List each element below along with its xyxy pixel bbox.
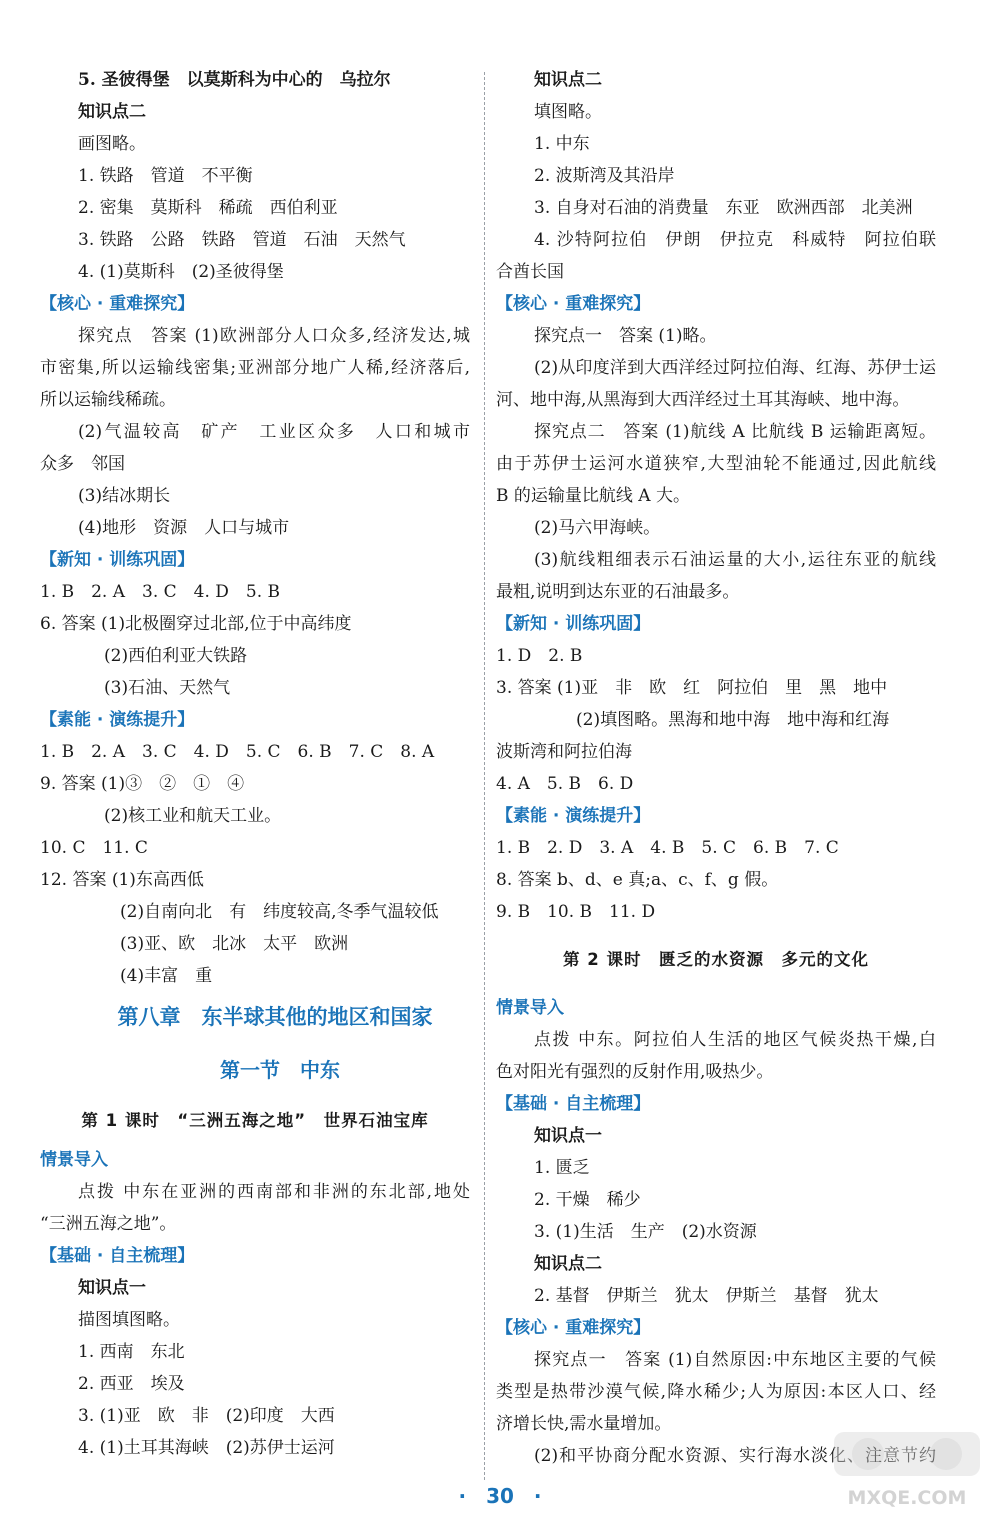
text-line: (2)从印度洋到大西洋经过阿拉伯海、红海、苏伊士运 [534, 358, 936, 378]
text-line: 5. 圣彼得堡 以莫斯科为中心的 乌拉尔 [78, 70, 391, 90]
text-line: (4)地形 资源 人口与城市 [78, 518, 290, 538]
text-line: 3. 铁路 公路 铁路 管道 石油 天然气 [78, 230, 406, 250]
watermark-logo [828, 1428, 986, 1512]
text-line: (3)石油、天然气 [104, 678, 231, 698]
text-line: 探究点 答案 (1)欧洲部分人口众多,经济发达,城 [78, 326, 470, 346]
chapter-title: 第八章 东半球其他的地区和国家 [117, 1005, 433, 1029]
text-line: (2)核工业和航天工业。 [104, 806, 282, 826]
text-line: (2)填图略。黑海和地中海 地中海和红海 [576, 710, 890, 730]
text-line: 由于苏伊士运河水道狭窄,大型油轮不能通过,因此航线 [496, 454, 936, 474]
text-line: 8. 答案 b、d、e 真;a、c、f、g 假。 [496, 870, 779, 890]
text-line: 1. B 2. D 3. A 4. B 5. C 6. B 7. C [496, 838, 839, 858]
section-label: 【素能 · 演练提升】 [496, 806, 651, 826]
text-line: 9. 答案 (1)③ ② ① ④ [40, 774, 245, 794]
text-line: 点拨 中东在亚洲的西南部和非洲的东北部,地处 [78, 1182, 470, 1202]
section-label: 【基础 · 自主梳理】 [496, 1094, 651, 1114]
text-line: 3. 答案 (1)亚 非 欧 红 阿拉伯 里 黑 地中 [496, 678, 888, 698]
text-line: 1. 西南 东北 [78, 1342, 185, 1362]
text-line: 济增长快,需水量增加。 [496, 1414, 672, 1434]
text-line: (3)亚、欧 北冰 太平 欧洲 [120, 934, 349, 954]
section-label: 【核心 · 重难探究】 [40, 294, 195, 314]
text-line: 色对阳光有强烈的反射作用,吸热少。 [496, 1062, 774, 1082]
text-line: 1. D 2. B [496, 646, 583, 666]
section-label: 【核心 · 重难探究】 [496, 1318, 651, 1338]
section-label: 【基础 · 自主梳理】 [40, 1246, 195, 1266]
text-line: 1. B 2. A 3. C 4. D 5. C 6. B 7. C 8. A [40, 742, 435, 762]
lesson-title: 第 2 课时 匮乏的水资源 多元的文化 [563, 950, 869, 969]
text-line: 3. (1)亚 欧 非 (2)印度 大西 [78, 1406, 335, 1426]
text-line: 2. 波斯湾及其沿岸 [534, 166, 675, 186]
section-label: 【新知 · 训练巩固】 [40, 550, 195, 570]
text-line: 所以运输线稀疏。 [40, 390, 176, 410]
text-line: (3)结冰期长 [78, 486, 171, 506]
text-line: 2. 西亚 埃及 [78, 1374, 185, 1394]
text-line: (3)航线粗细表示石油运量的大小,运往东亚的航线 [534, 550, 936, 570]
text-line: 描图填图略。 [78, 1310, 180, 1330]
text-line: 3. 自身对石油的消费量 东亚 欧洲西部 北美洲 [534, 198, 913, 218]
text-line: 市密集,所以运输线密集;亚洲部分地广人稀,经济落后, [40, 358, 470, 378]
column-divider [484, 72, 485, 1480]
watermark-text: MXQE.COM [847, 1487, 967, 1509]
section-label: 情景导入 [40, 1150, 108, 1170]
text-line: 点拨 中东。阿拉伯人生活的地区气候炎热干燥,白 [534, 1030, 936, 1050]
text-line: 1. 中东 [534, 134, 590, 154]
text-line: 填图略。 [534, 102, 602, 122]
text-line: (2)气温较高 矿产 工业区众多 人口和城市 [78, 422, 470, 442]
text-line: 知识点一 [78, 1278, 146, 1298]
text-line: 2. 密集 莫斯科 稀疏 西伯利亚 [78, 198, 338, 218]
text-line: 探究点一 答案 (1)自然原因:中东地区主要的气候 [534, 1350, 936, 1370]
text-line: 1. 匮乏 [534, 1158, 590, 1178]
right-column [496, 64, 936, 1472]
text-line: 知识点二 [78, 102, 146, 122]
text-line: 探究点一 答案 (1)略。 [534, 326, 717, 346]
text-line: 知识点二 [534, 70, 602, 90]
text-line: 4. A 5. B 6. D [496, 774, 634, 794]
section-label: 【素能 · 演练提升】 [40, 710, 195, 730]
text-line: 探究点二 答案 (1)航线 A 比航线 B 运输距离短。 [534, 422, 936, 442]
text-line: 1. B 2. A 3. C 4. D 5. B [40, 582, 281, 602]
text-line: (2)马六甲海峡。 [534, 518, 661, 538]
section-title: 第一节 中东 [220, 1058, 340, 1082]
text-line: 4. 沙特阿拉伯 伊朗 伊拉克 科威特 阿拉伯联 [534, 230, 936, 250]
text-line: 类型是热带沙漠气候,降水稀少;人为原因:本区人口、经 [496, 1382, 936, 1402]
page-number: · 30 · [458, 1484, 542, 1508]
text-line: 2. 基督 伊斯兰 犹太 伊斯兰 基督 犹太 [534, 1286, 879, 1306]
text-line: 12. 答案 (1)东高西低 [40, 870, 204, 890]
section-label: 【新知 · 训练巩固】 [496, 614, 651, 634]
text-line: “三洲五海之地”。 [40, 1214, 177, 1234]
text-line: 2. 干燥 稀少 [534, 1190, 641, 1210]
text-line: 合酋长国 [496, 262, 564, 282]
lesson-title: 第 1 课时 “三洲五海之地” 世界石油宝库 [81, 1111, 429, 1130]
text-line: 波斯湾和阿拉伯海 [496, 742, 632, 762]
text-line: 3. (1)生活 生产 (2)水资源 [534, 1222, 757, 1242]
text-line: 4. (1)莫斯科 (2)圣彼得堡 [78, 262, 284, 282]
text-line: 河、地中海,从黑海到大西洋经过土耳其海峡、地中海。 [496, 390, 910, 410]
text-line: (2)西伯利亚大铁路 [104, 646, 248, 666]
text-line: (2)自南向北 有 纬度较高,冬季气温较低 [120, 902, 439, 922]
text-line: B 的运输量比航线 A 大。 [496, 486, 690, 506]
text-line: 众多 邻国 [40, 454, 125, 474]
text-line: 最粗,说明到达东亚的石油最多。 [496, 582, 740, 602]
text-line: 4. (1)土耳其海峡 (2)苏伊士运河 [78, 1438, 335, 1458]
text-line: 1. 铁路 管道 不平衡 [78, 166, 253, 186]
section-label: 情景导入 [496, 998, 564, 1018]
left-column [40, 64, 470, 1464]
text-line: 9. B 10. B 11. D [496, 902, 656, 922]
text-line: (4)丰富 重 [120, 966, 213, 986]
text-line: 知识点二 [534, 1254, 602, 1274]
text-line: 画图略。 [78, 134, 146, 154]
section-label: 【核心 · 重难探究】 [496, 294, 651, 314]
text-line: 6. 答案 (1)北极圈穿过北部,位于中高纬度 [40, 614, 352, 634]
text-line: 知识点一 [534, 1126, 602, 1146]
text-line: 10. C 11. C [40, 838, 148, 858]
text-line: (2)和平协商分配水资源、实行海水淡化、注意节约 [534, 1446, 936, 1466]
